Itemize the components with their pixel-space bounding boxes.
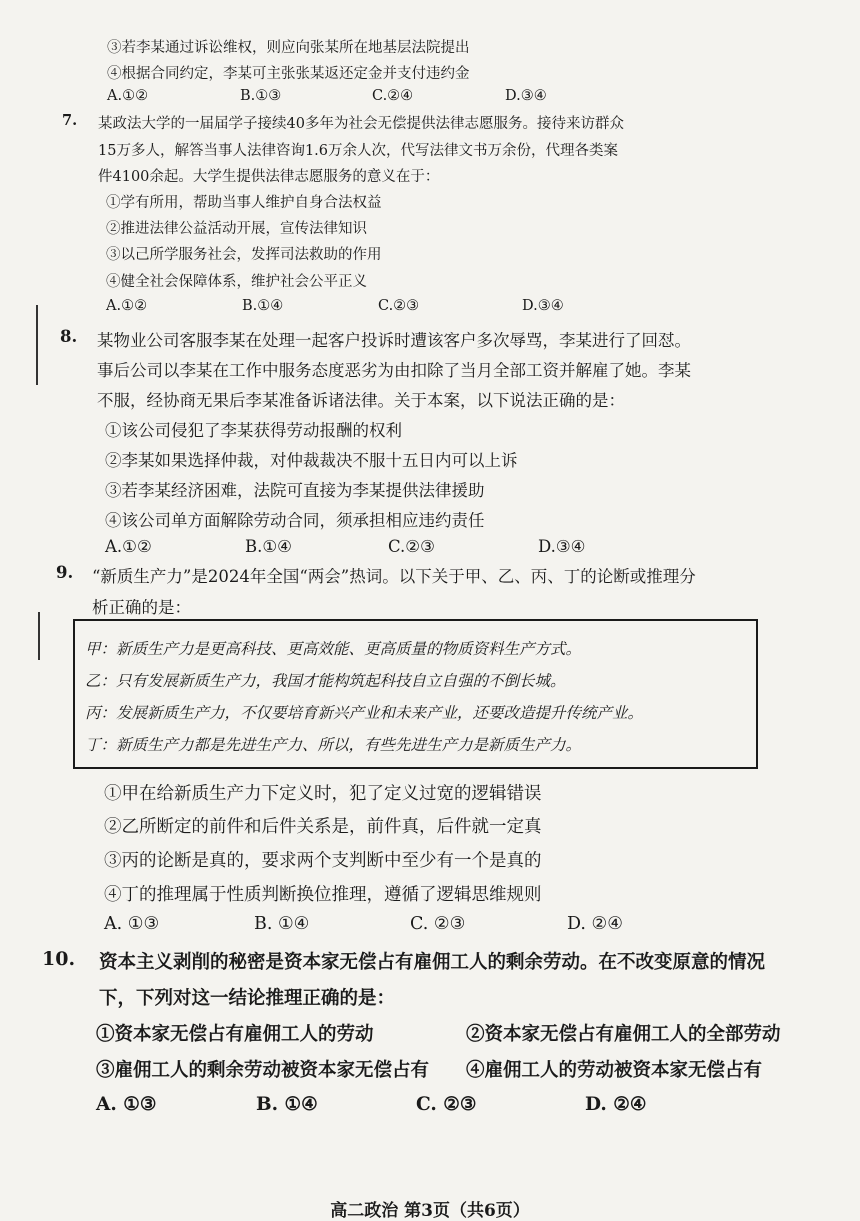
q8-option-d: D.③④: [538, 537, 586, 556]
q9-item: ③丙的论断是真的，要求两个支判断中至少有一个是真的: [104, 851, 542, 871]
q9-statement-yi: 乙：只有发展新质生产力，我国才能构筑起科技自立自强的不倒长城。: [85, 672, 566, 690]
q8-item: ④该公司单方面解除劳动合同，须承担相应违约责任: [105, 511, 485, 530]
q10-option-b: B. ①④: [256, 1094, 318, 1115]
q8-number: 8.: [60, 327, 78, 346]
q7-item: ④健全社会保障体系，维护社会公平正义: [106, 274, 367, 290]
q10-stem-line: 资本主义剥削的秘密是资本家无偿占有雇佣工人的剩余劳动。在不改变原意的情况: [99, 952, 766, 973]
q6-option-b: B.①③: [240, 88, 282, 104]
q7-stem-line: 件4100余起。大学生提供法律志愿服务的意义在于：: [98, 169, 440, 185]
q7-option-a: A.①②: [106, 298, 148, 314]
q9-statement-jia: 甲：新质生产力是更高科技、更高效能、更高质量的物质资料生产方式。: [85, 640, 582, 658]
q8-option-c: C.②③: [388, 537, 435, 556]
q9-option-b: B. ①④: [254, 914, 310, 934]
q9-item: ④丁的推理属于性质判断换位推理，遵循了逻辑思维规则: [104, 885, 542, 905]
page-footer: 高二政治 第3页（共6页）: [330, 1201, 530, 1221]
q9-stem-line: “新质生产力”是2024年全国“两会”热词。以下关于甲、乙、丙、丁的论断或推理分: [92, 567, 696, 586]
q9-option-d: D. ②④: [567, 914, 623, 934]
q9-item: ①甲在给新质生产力下定义时，犯了定义过宽的逻辑错误: [104, 784, 542, 804]
q6-option-a: A.①②: [107, 88, 149, 104]
q9-item: ②乙所断定的前件和后件关系是，前件真，后件就一定真: [104, 817, 542, 837]
q7-item: ③以己所学服务社会，发挥司法救助的作用: [106, 247, 382, 263]
q7-item: ①学有所用，帮助当事人维护自身合法权益: [106, 195, 382, 211]
q7-option-d: D.③④: [522, 298, 564, 314]
q9-option-a: A. ①③: [104, 914, 160, 934]
q7-item: ②推进法律公益活动开展，宣传法律知识: [106, 221, 367, 237]
q10-option-d: D. ②④: [585, 1094, 647, 1115]
q8-option-a: A.①②: [105, 537, 152, 556]
q10-item: ②资本家无偿占有雇佣工人的全部劳动: [466, 1024, 781, 1045]
q8-stem-line: 事后公司以李某在工作中服务态度恶劣为由扣除了当月全部工资并解雇了她。李某: [97, 361, 691, 380]
q8-item: ②李某如果选择仲裁，对仲裁裁决不服十五日内可以上诉: [105, 451, 518, 470]
q10-number: 10.: [42, 948, 76, 970]
q6-option-d: D.③④: [505, 88, 547, 104]
q6-item-4: ④根据合同约定，李某可主张张某返还定金并支付违约金: [107, 66, 470, 82]
q8-option-b: B.①④: [245, 537, 292, 556]
q7-stem-line: 15万多人，解答当事人法律咨询1.6万余人次，代写法律文书万余份，代理各类案: [98, 143, 619, 159]
q8-stem-line: 不服，经协商无果后李某准备诉诸法律。关于本案，以下说法正确的是：: [97, 391, 625, 410]
q7-option-b: B.①④: [242, 298, 284, 314]
q8-item: ③若李某经济困难，法院可直接为李某提供法律援助: [105, 481, 485, 500]
q10-item: ③雇佣工人的剩余劳动被资本家无偿占有: [96, 1060, 430, 1081]
q9-stem-line: 析正确的是：: [92, 598, 191, 617]
q10-item: ①资本家无偿占有雇佣工人的劳动: [96, 1024, 374, 1045]
q10-option-a: A. ①③: [96, 1094, 157, 1115]
q6-item-3: ③若李某通过诉讼维权，则应向张某所在地基层法院提出: [107, 40, 470, 56]
q10-option-c: C. ②③: [416, 1094, 477, 1115]
q9-option-c: C. ②③: [410, 914, 466, 934]
q6-option-c: C.②④: [372, 88, 414, 104]
q8-item: ①该公司侵犯了李某获得劳动报酬的权利: [105, 421, 402, 440]
q8-stem-line: 某物业公司客服李某在处理一起客户投诉时遭该客户多次辱骂，李某进行了回怼。: [97, 331, 691, 350]
q9-statement-bing: 丙：发展新质生产力，不仅要培育新兴产业和未来产业，还要改造提升传统产业。: [85, 704, 644, 722]
q7-option-c: C.②③: [378, 298, 420, 314]
q10-stem-line: 下，下列对这一结论推理正确的是：: [99, 988, 396, 1009]
q7-number: 7.: [62, 112, 78, 129]
q9-statement-ding: 丁：新质生产力都是先进生产力、所以，有些先进生产力是新质生产力。: [85, 736, 582, 754]
q7-stem-line: 某政法大学的一届届学子接续40多年为社会无偿提供法律志愿服务。接待来访群众: [98, 116, 624, 132]
q9-statement-box: [73, 619, 758, 769]
margin-pen-mark: [38, 612, 40, 660]
q10-item: ④雇佣工人的劳动被资本家无偿占有: [466, 1060, 763, 1081]
margin-pen-mark: [36, 305, 38, 385]
q9-number: 9.: [56, 563, 74, 582]
